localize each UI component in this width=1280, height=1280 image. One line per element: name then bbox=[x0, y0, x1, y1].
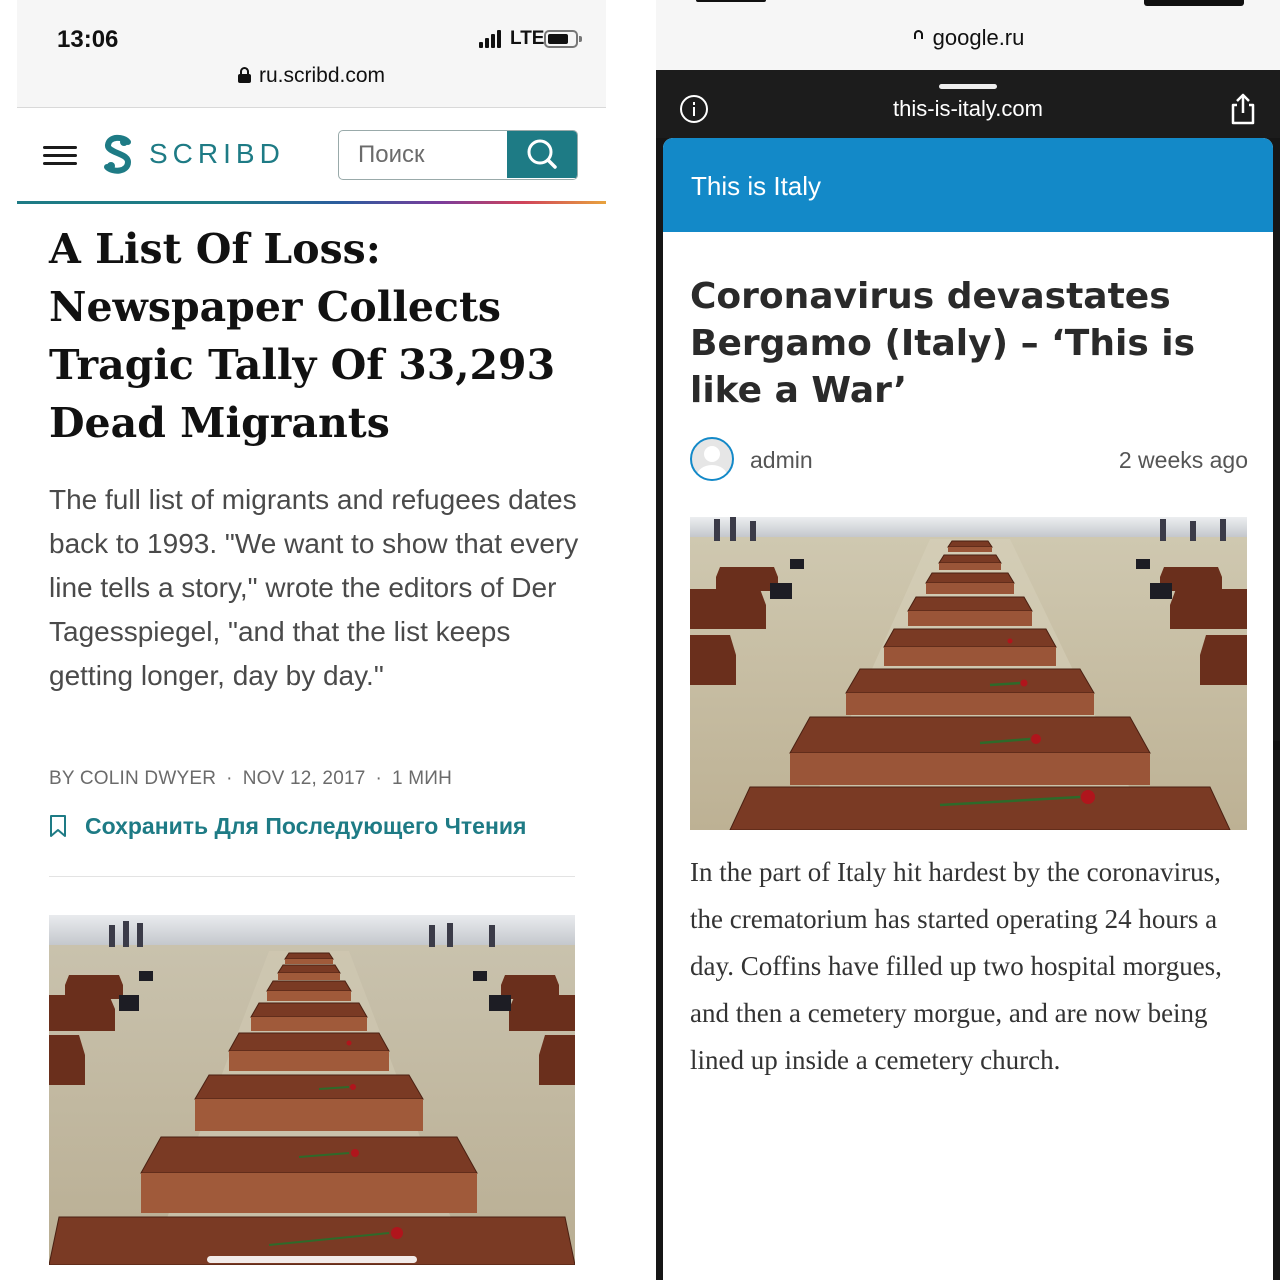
home-indicator bbox=[207, 1256, 417, 1263]
share-icon[interactable] bbox=[1228, 92, 1258, 126]
site-header bbox=[663, 138, 1273, 232]
article-headline: A List Of Loss: Newspaper Collects Tragic Tally Of 33,293 Dead Migrants bbox=[49, 225, 556, 447]
amp-viewer-bar bbox=[656, 70, 1280, 138]
search-input[interactable] bbox=[339, 131, 507, 178]
byline-read-time: 1 МИН bbox=[392, 768, 453, 789]
avatar-icon[interactable] bbox=[690, 437, 734, 481]
network-label: LTE bbox=[510, 28, 545, 49]
article-byline bbox=[49, 768, 452, 790]
divider bbox=[49, 876, 575, 877]
site-header bbox=[17, 108, 606, 204]
byline-separator: · bbox=[226, 768, 233, 789]
address-text: ru.scribd.com bbox=[258, 64, 386, 87]
scribd-logo[interactable] bbox=[101, 133, 135, 177]
status-time-cropped bbox=[696, 0, 766, 6]
status-icons-cropped bbox=[1144, 0, 1244, 6]
address-bar[interactable] bbox=[17, 64, 606, 88]
site-name[interactable]: This is Italy bbox=[691, 171, 822, 201]
article-body: In the part of Italy hit hardest by the coronavirus, the crematorium has started operating 24 hours a day. Coffins have filled up two hospital morgues, and then a cemetery morgue, and are now being lined up inside a cemetery church. bbox=[690, 857, 1222, 1075]
post-date: 2 weeks ago bbox=[1118, 447, 1248, 473]
lock-icon bbox=[238, 67, 251, 83]
address-bar[interactable] bbox=[656, 25, 1280, 51]
search-box bbox=[338, 130, 578, 180]
status-bar bbox=[17, 0, 606, 108]
status-time: 13:06 bbox=[57, 26, 119, 53]
scribd-screenshot bbox=[17, 0, 606, 1280]
battery-icon bbox=[544, 30, 578, 48]
byline-separator: · bbox=[375, 768, 383, 789]
article-summary: The full list of migrants and refugees dates back to 1993. "We want to show that every line tells a story," wrote the editors of Der Tagesspiegel, "and that the list keeps getting longer, day by day." bbox=[49, 484, 579, 691]
search-icon bbox=[507, 131, 577, 178]
byline-author[interactable]: BY COLIN DWYER bbox=[49, 768, 217, 789]
header-accent-line bbox=[17, 201, 606, 204]
brand-name[interactable]: SCRIBD bbox=[149, 138, 285, 169]
status-bar bbox=[656, 0, 1280, 70]
signal-icon bbox=[479, 30, 503, 48]
address-text: google.ru bbox=[932, 25, 1025, 50]
article-photo bbox=[49, 915, 575, 1265]
bookmark-icon bbox=[49, 814, 67, 838]
this-is-italy-screenshot bbox=[656, 0, 1280, 1280]
amp-source-url[interactable]: this-is-italy.com bbox=[893, 96, 1043, 121]
save-for-later-label: Сохранить Для Последующего Чтения bbox=[85, 812, 527, 839]
byline-date: NOV 12, 2017 bbox=[242, 768, 366, 789]
menu-icon[interactable] bbox=[43, 146, 79, 166]
save-for-later-button[interactable] bbox=[49, 810, 526, 842]
author-name[interactable]: admin bbox=[750, 447, 813, 473]
drag-handle[interactable] bbox=[939, 84, 997, 89]
search-button[interactable] bbox=[507, 131, 577, 178]
article-page bbox=[663, 138, 1273, 1280]
article-photo bbox=[690, 517, 1247, 830]
article-title: Coronavirus devastates Bergamo (Italy) – ‘This is like a War’ bbox=[690, 276, 1196, 411]
lock-icon bbox=[912, 30, 925, 46]
